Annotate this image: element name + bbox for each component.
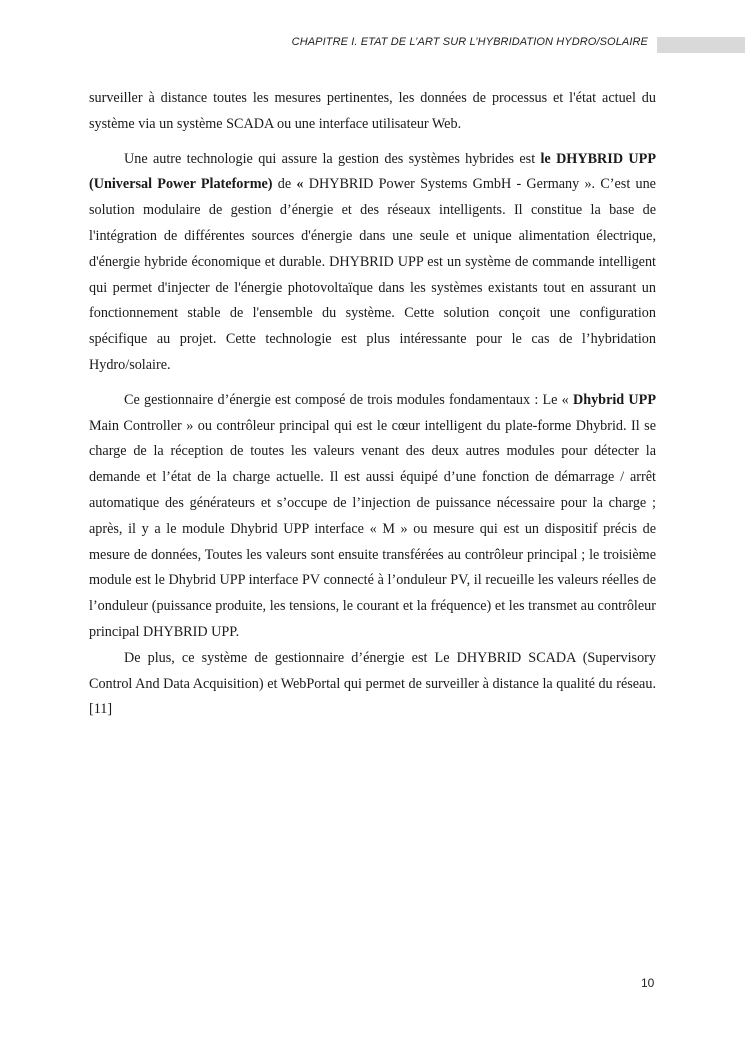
paragraph-2-bold-2: «	[296, 176, 304, 193]
body-text	[89, 86, 656, 732]
paragraph-3-bold-1: Dhybrid UPP	[572, 391, 656, 408]
chapter-header: CHAPITRE I. ETAT DE L’ART SUR L’HYBRIDATION HYDRO/SOLAIRE	[291, 36, 648, 48]
page-number: 10	[641, 976, 655, 990]
paragraph-2	[89, 147, 656, 379]
paragraph-2-bold-1: le DHYBRID UPP (Universal Power Plateforme)	[89, 150, 656, 193]
paragraph-2-text-3: DHYBRID Power Systems GmbH - Germany ». C’est une solution modulaire de gestion d’énergie et des réseaux intelligents. Il constitue la base de l'intégration de différentes sources d'énergie dans une seule et unique alimentation électrique, d'énergie hybride économique et durable. DHYBRID UPP est un système de commande intelligent qui permet d'injecter de l'énergie photovoltaïque dans les systèmes existants tout en assurant un fonctionnement stable de l'ensemble du système. Cette solution conçoit une configuration spécifique au projet. Cette technologie est plus intéressante pour le cas de l’hybridation Hydro/solaire.	[89, 176, 656, 373]
paragraph-3-text-2: Main Controller » ou contrôleur principal qui est le cœur intelligent du plate-forme Dhybrid. Il se charge de la réception de toutes les valeurs venant des deux autres modules pour détecter la demande et l’état de la charge actuelle. Il est aussi équipé d’une fonction de démarrage / arrêt automatique des générateurs et s’occupe de l’injection de puissance nécessaire pour la charge ; après, il y a le module Dhybrid UPP interface « M » ou mesure qui est un dispositif précis de mesure de données, Toutes les valeurs sont ensuite transférées au contrôleur principal ; le troisième module est le Dhybrid UPP interface PV connecté à l’onduleur PV, il recueille les valeurs réelles de l’onduleur (puissance produite, les tensions, le courant et la fréquence) et les transmet au contrôleur principal DHYBRID UPP.	[89, 417, 656, 640]
paragraph-2-text-2: de	[272, 176, 297, 193]
paragraph-2-text-1: Une autre technologie qui assure la gestion des systèmes hybrides est	[124, 150, 541, 167]
paragraph-3	[89, 388, 656, 646]
paragraph-1: surveiller à distance toutes les mesures pertinentes, les données de processus et l'état actuel du système via un système SCADA ou une interface utilisateur Web.	[89, 90, 656, 132]
header-decoration-bar	[657, 37, 745, 53]
paragraph-3-text-1: Ce gestionnaire d’énergie est composé de trois modules fondamentaux : Le «	[124, 391, 573, 408]
paragraph-4: De plus, ce système de gestionnaire d’énergie est Le DHYBRID SCADA (Supervisory Control And Data Acquisition) et WebPortal qui permet de surveiller à distance la qualité du réseau. [11]	[89, 649, 656, 718]
